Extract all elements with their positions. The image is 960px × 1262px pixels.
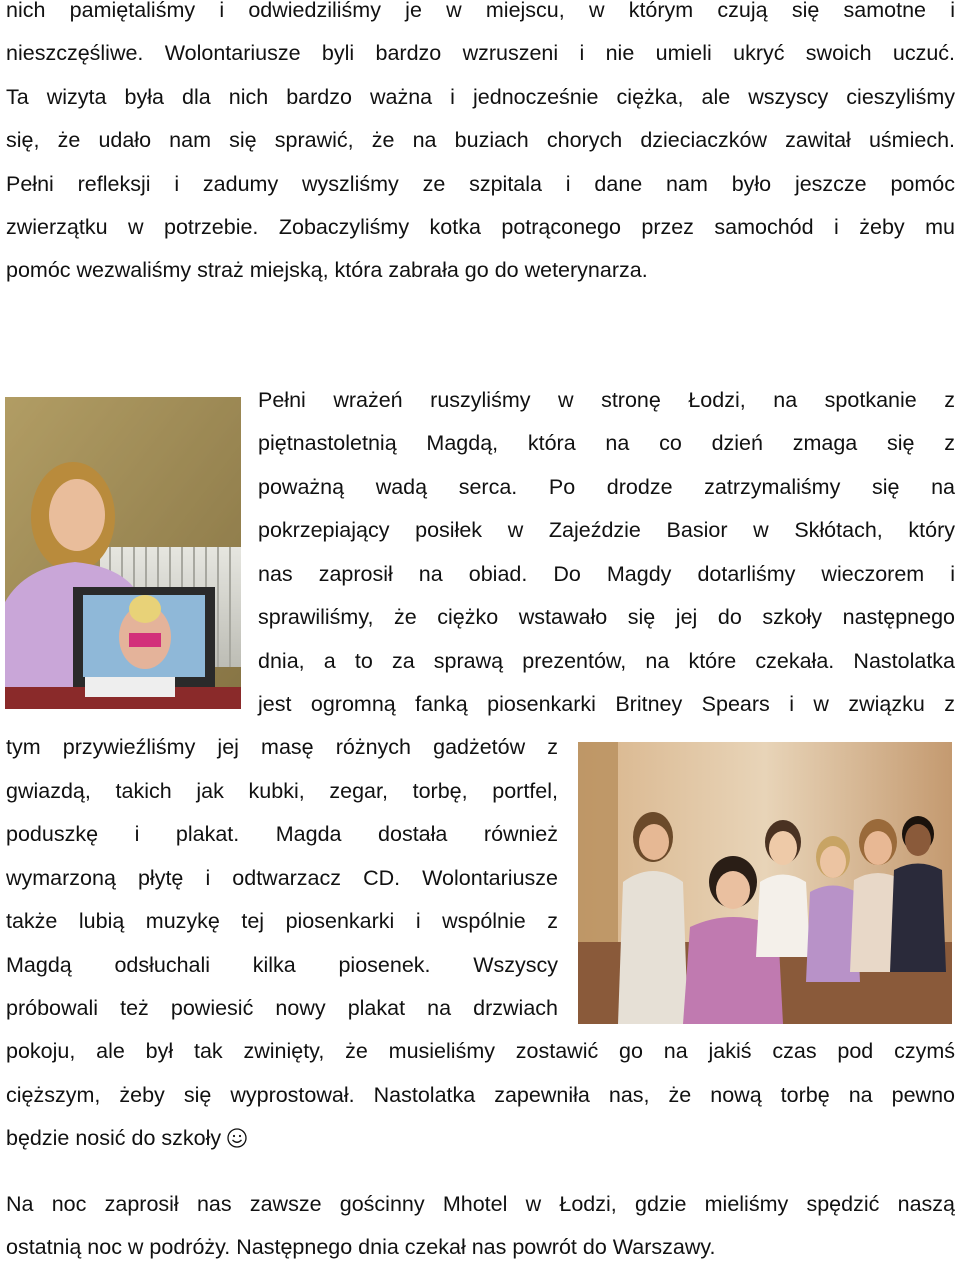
paragraph-2-last-line [6,1128,955,1153]
paragraph-2-line: nas zaprosił na obiad. Do Magdy dotarliśmy wieczorem i [258,562,955,586]
paragraph-2-line: Pełni wrażeń ruszyliśmy w stronę Łodzi, na spotkanie z [258,388,955,412]
paragraph-2-line: także lubią muzykę tej piosenkarki i wspólnie z [6,909,558,933]
paragraph-1-line: Pełni refleksji i zadumy wyszliśmy ze szpitala i dane nam było jeszcze pomóc [6,172,955,196]
paragraph-2-line: dnia, a to za sprawą prezentów, na które czekała. Nastolatka [258,649,955,673]
paragraph-2-line: jest ogromną fanką piosenkarki Britney Spears i w związku z [258,692,955,716]
paragraph-1-line: nieszczęśliwe. Wolontariusze byli bardzo wzruszeni i nie umieli ukryć swoich uczuć. [6,41,955,65]
paragraph-1-line: pomóc wezwaliśmy straż miejską, która zabrała go do weterynarza. [6,258,648,282]
paragraph-3-line: ostatnią noc w podróży. Następnego dnia czekał nas powrót do Warszawy. [6,1235,716,1259]
paragraph-2-line: sprawiliśmy, że ciężko wstawało się jej do szkoły następnego [258,605,955,629]
paragraph-2-line: próbowali też powiesić nowy plakat na drzwiach [6,996,558,1020]
photo-group-of-volunteers [578,742,952,1024]
paragraph-2-line: pokrzepiający posiłek w Zajeździe Basior w Skłótach, który [258,518,955,542]
smiley-face-icon [227,1128,247,1153]
paragraph-2-line: pokoju, ale był tak zwinięty, że musieliśmy zostawić go na jakiś czas pod czymś [6,1039,955,1063]
paragraph-2-line: piętnastoletnią Magdą, która na co dzień zmaga się z [258,431,955,455]
paragraph-3-line: Na noc zaprosił nas zawsze gościnny Mhotel w Łodzi, gdzie mieliśmy spędzić naszą [6,1192,955,1216]
paragraph-2-line: poważną wadą serca. Po drodze zatrzymaliśmy się na [258,475,955,499]
paragraph-1-line: nich pamiętaliśmy i odwiedziliśmy je w miejscu, w którym czują się samotne i [6,0,955,22]
paragraph-1-line: Ta wizyta była dla nich bardzo ważna i jednocześnie ciężka, ale wszyscy cieszyliśmy [6,85,955,109]
paragraph-1-line: zwierzątku w potrzebie. Zobaczyliśmy kotka potrąconego przez samochód i żeby mu [6,215,955,239]
paragraph-2-line: gwiazdą, takich jak kubki, zegar, torbę, portfel, [6,779,558,803]
photo-girl-with-bag [5,397,241,709]
paragraph-1-line: się, że udało nam się sprawić, że na buziach chorych dzieciaczków zawitał uśmiech. [6,128,955,152]
paragraph-2-line: Magdą odsłuchali kilka piosenek. Wszyscy [6,953,558,977]
paragraph-2-line: będzie nosić do szkoły [6,1126,222,1150]
paragraph-2-line: wymarzoną płytę i odtwarzacz CD. Wolontariusze [6,866,558,890]
paragraph-2-line: poduszkę i plakat. Magda dostała również [6,822,558,846]
paragraph-2-line: cięższym, żeby się wyprostował. Nastolatka zapewniła nas, że nową torbę na pewno [6,1083,955,1107]
paragraph-2-line: tym przywieźliśmy jej masę różnych gadżetów z [6,735,558,759]
